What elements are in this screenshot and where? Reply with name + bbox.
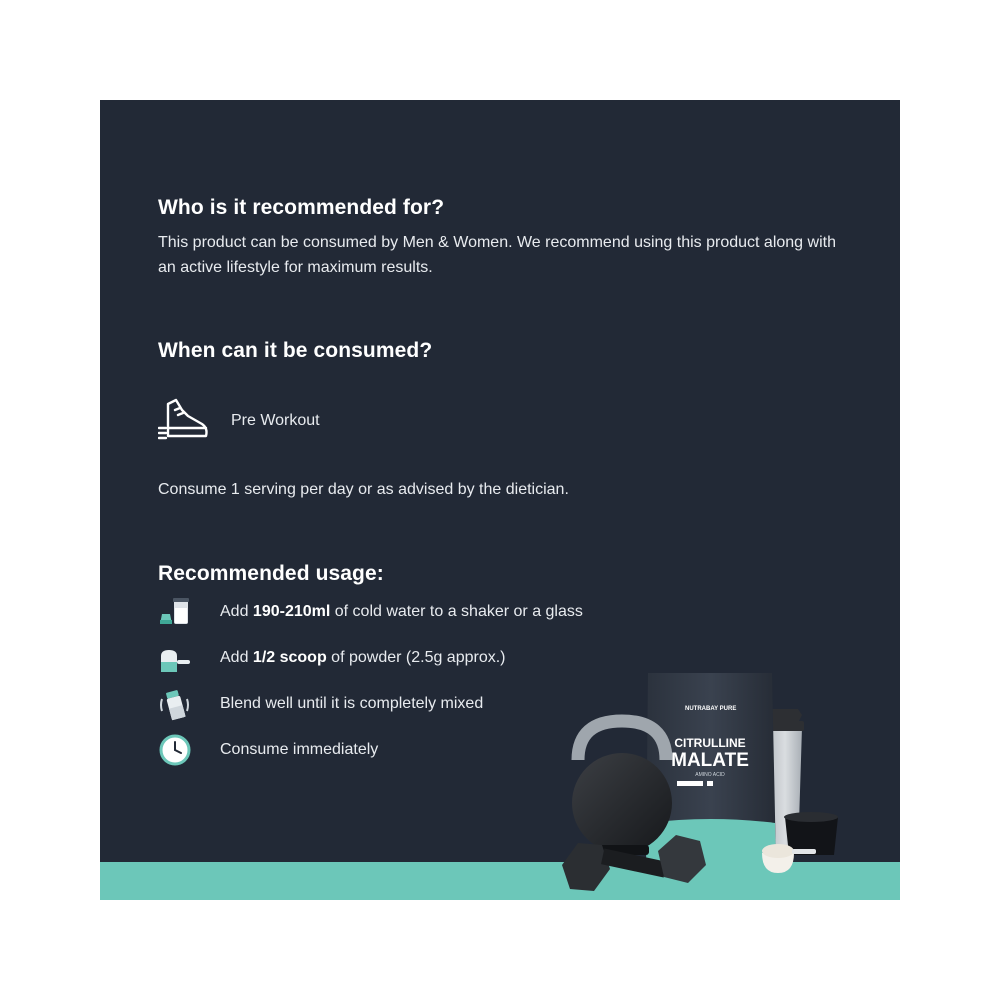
usage-step bbox=[158, 595, 583, 629]
recommended-for-text: This product can be consumed by Men & Women. We recommend using this product along with an active lifestyle for maximum results. bbox=[158, 234, 836, 276]
info-panel bbox=[100, 100, 900, 900]
usage-step-text: Blend well until it is completely mixed bbox=[220, 695, 484, 712]
usage-step-text: Consume immediately bbox=[220, 741, 379, 758]
usage-step-text: Add 1/2 scoop of powder (2.5g approx.) bbox=[220, 649, 506, 666]
clock-icon bbox=[158, 733, 192, 767]
usage-step bbox=[158, 687, 484, 721]
shaking-bottle-icon bbox=[158, 687, 192, 721]
section-heading-when: When can it be consumed? bbox=[158, 339, 433, 362]
kettlebell bbox=[572, 721, 672, 855]
pouch-name-line2: MALATE bbox=[671, 750, 749, 771]
scoop-icon bbox=[158, 641, 192, 675]
section-heading-recommended-for: Who is it recommended for? bbox=[158, 196, 445, 219]
pouch-name-line1: CITRULLINE bbox=[674, 736, 746, 750]
product-scene bbox=[550, 665, 850, 900]
dosage-text: Consume 1 serving per day or as advised by the dietician. bbox=[158, 481, 569, 498]
usage-step-text: Add 190-210ml of cold water to a shaker or a glass bbox=[220, 603, 583, 620]
timing-label: Pre Workout bbox=[231, 412, 320, 429]
section-heading-usage: Recommended usage: bbox=[158, 562, 384, 585]
usage-step bbox=[158, 733, 379, 767]
usage-step bbox=[158, 641, 506, 675]
pouch-brand: NUTRABAY PURE bbox=[685, 706, 737, 712]
shaker-glass-icon bbox=[158, 595, 192, 629]
pouch-subtitle: AMINO ACID bbox=[695, 772, 725, 778]
sneaker-icon bbox=[158, 398, 210, 449]
product-pouch bbox=[646, 673, 776, 863]
